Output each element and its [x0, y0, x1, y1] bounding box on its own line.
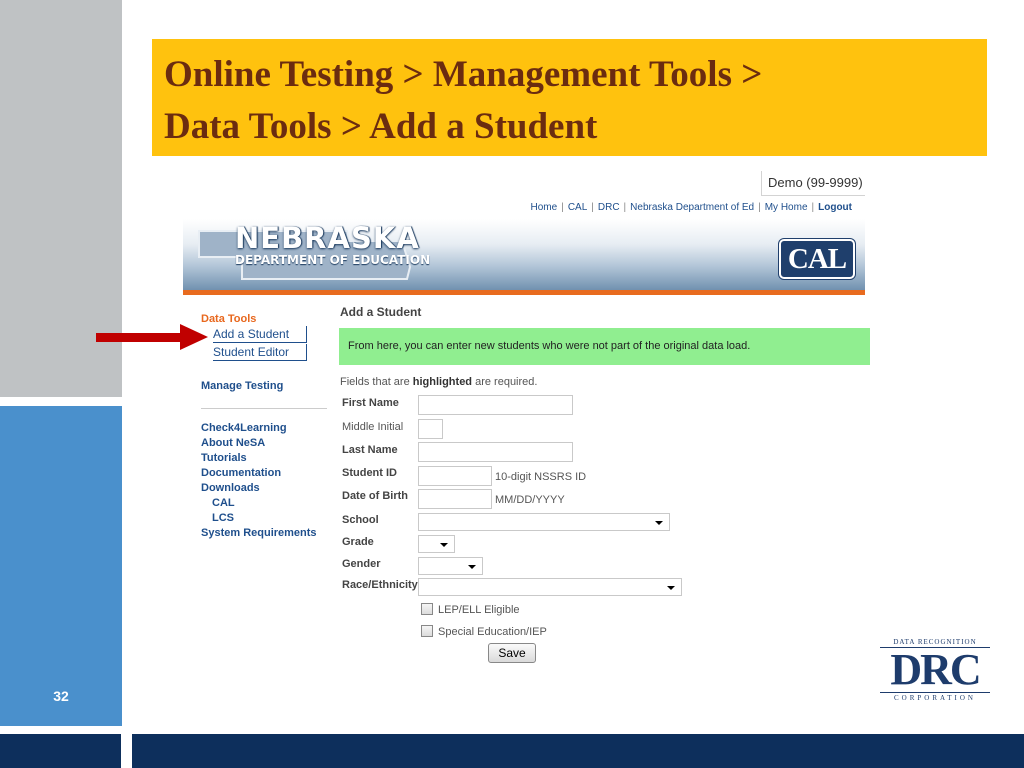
slide-footer-bar-left [0, 734, 121, 768]
last-name-input[interactable] [418, 442, 573, 462]
sidebar-section-data-tools[interactable]: Data Tools [201, 313, 257, 325]
last-name-label: Last Name [342, 444, 398, 456]
required-note: Fields that are highlighted are required. [340, 376, 538, 388]
sidebar-divider [201, 408, 327, 409]
sidebar-item-tutorials[interactable]: Tutorials [201, 452, 247, 464]
middle-initial-label: Middle Initial [342, 421, 404, 433]
chevron-down-icon [655, 521, 663, 525]
header-banner [183, 219, 865, 291]
dob-label: Date of Birth [342, 490, 408, 502]
top-nav-links: Home | CAL | DRC | Nebraska Department of Ed | My Home | Logout [530, 202, 852, 213]
sidebar-item-add-student[interactable]: Add a Student [213, 326, 307, 343]
slide-blue-panel [0, 406, 122, 726]
school-label: School [342, 514, 379, 526]
sidebar-item-download-lcs[interactable]: LCS [212, 512, 234, 524]
student-id-input[interactable] [418, 466, 492, 486]
nav-link-drc[interactable]: DRC [597, 202, 620, 213]
chevron-down-icon [667, 586, 675, 590]
nav-link-cal[interactable]: CAL [567, 202, 588, 213]
lep-ell-row [421, 603, 520, 616]
nav-link-logout[interactable]: Logout [818, 202, 852, 213]
page-title: Add a Student [340, 305, 422, 319]
first-name-label: First Name [342, 397, 399, 409]
lep-ell-label: LEP/ELL Eligible [438, 604, 520, 616]
slide-title-line2: Data Tools > Add a Student [164, 106, 598, 147]
race-label: Race/Ethnicity [342, 579, 418, 591]
chevron-down-icon [440, 543, 448, 547]
sidebar-item-student-editor[interactable]: Student Editor [213, 344, 307, 361]
save-button[interactable]: Save [488, 643, 536, 663]
info-banner: From here, you can enter new students who were not part of the original data load. [339, 328, 870, 365]
account-label: Demo (99-9999) [761, 171, 865, 196]
banner-divider [183, 290, 865, 295]
special-ed-label: Special Education/IEP [438, 626, 547, 638]
student-id-label: Student ID [342, 467, 397, 479]
sidebar-item-documentation[interactable]: Documentation [201, 467, 282, 479]
sidebar-item-about-nesa[interactable]: About NeSA [201, 437, 266, 449]
slide-title [164, 49, 975, 153]
drc-logo-top: DATA RECOGNITION [880, 638, 990, 648]
special-ed-row [421, 625, 547, 638]
red-arrow-icon [96, 324, 208, 350]
sidebar-item-download-cal[interactable]: CAL [212, 497, 235, 509]
dob-hint: MM/DD/YYYY [495, 494, 565, 506]
cal-logo[interactable]: CAL [779, 239, 855, 279]
sidebar-item-system-requirements[interactable]: System Requirements [201, 527, 317, 539]
nav-link-nde[interactable]: Nebraska Department of Ed [630, 202, 755, 213]
school-select[interactable] [418, 513, 670, 531]
slide-footer-bar-right [132, 734, 1024, 768]
chevron-down-icon [468, 565, 476, 569]
slide-title-box [152, 39, 987, 156]
special-ed-checkbox[interactable] [421, 625, 433, 637]
slide-title-line1: Online Testing > Management Tools > [164, 54, 763, 95]
drc-logo-bottom: CORPORATION [880, 692, 990, 702]
lep-ell-checkbox[interactable] [421, 603, 433, 615]
gender-label: Gender [342, 558, 381, 570]
sidebar-item-manage-testing[interactable]: Manage Testing [201, 380, 284, 392]
dob-input[interactable] [418, 489, 492, 509]
first-name-input[interactable] [418, 395, 573, 415]
sidebar [201, 313, 331, 541]
banner-subtitle: DEPARTMENT OF EDUCATION [235, 253, 431, 267]
race-select[interactable] [418, 578, 682, 596]
gender-select[interactable] [418, 557, 483, 575]
slide-page-number: 32 [53, 688, 69, 704]
grade-select[interactable] [418, 535, 455, 553]
nav-link-my-home[interactable]: My Home [764, 202, 808, 213]
nav-link-home[interactable]: Home [530, 202, 558, 213]
student-id-hint: 10-digit NSSRS ID [495, 471, 587, 483]
grade-label: Grade [342, 536, 374, 548]
drc-logo [880, 638, 990, 708]
sidebar-item-downloads[interactable]: Downloads [201, 482, 260, 494]
drc-logo-main: DRC [890, 645, 980, 694]
middle-initial-input[interactable] [418, 419, 443, 439]
banner-title: NEBRASKA [235, 221, 420, 255]
sidebar-item-check4learning[interactable]: Check4Learning [201, 422, 287, 434]
